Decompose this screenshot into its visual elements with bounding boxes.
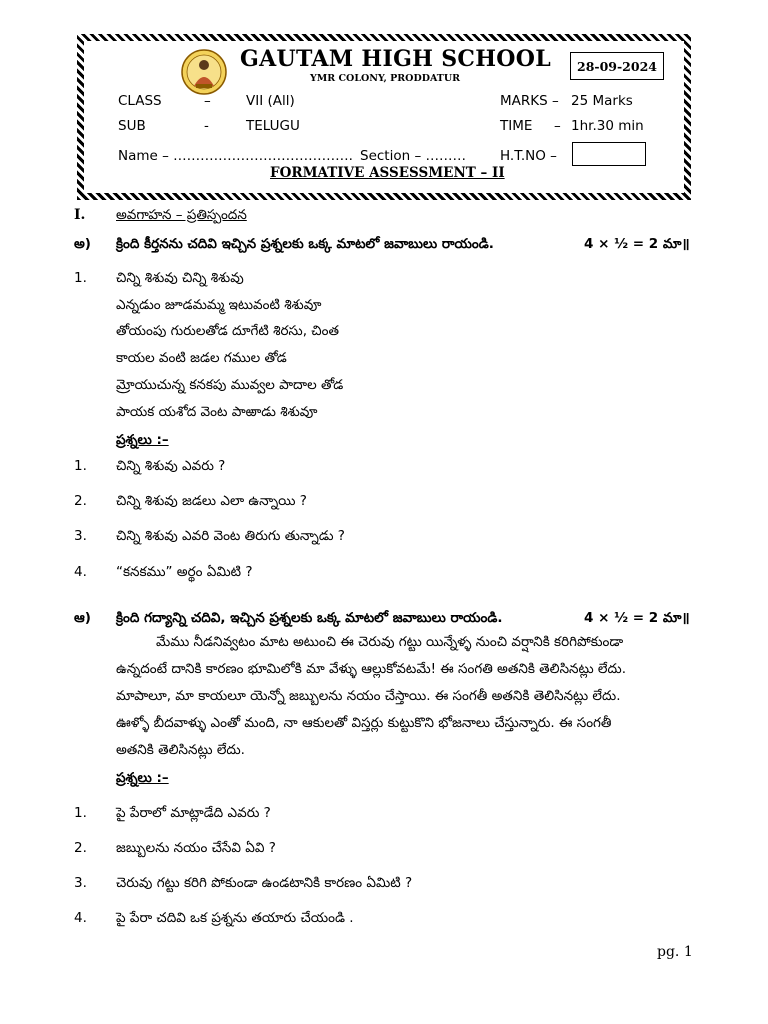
question-number: 4. [74, 564, 87, 580]
poem-line: ఎన్నడుం జూడమమ్మ ఇటువంటి శిశువూ [116, 297, 322, 313]
class-value: VII (All) [246, 93, 295, 109]
paragraph-line: మాపాలూ, మా కాయలూ యెన్నో జబ్బులను నయం చేస్తాయి. ఈ సంగతీ అతనికి తెలిసినట్లు లేదు. [116, 688, 621, 704]
paragraph-line: ఊళ్ళో బీదవాళ్ళు ఎంతో మంది, నా ఆకులతో విస్తర్లు కుట్టుకొని భోజనాలు చేస్తున్నారు. ఈ సంగతీ [116, 715, 612, 731]
class-dash: – [204, 93, 211, 109]
class-label: CLASS [118, 93, 162, 109]
part-b-instruction: క్రింది గద్యాన్ని చదివి, ఇచ్చిన ప్రశ్నలకు ఒక్క మాటలో జవాబులు రాయండి. [116, 610, 503, 626]
section-title: అవగాహన – ప్రతిస్పందన [116, 207, 247, 223]
questions-heading: ప్రశ్నలు :– [116, 432, 169, 448]
question-text: చిన్ని శిశువు జడలు ఎలా ఉన్నాయి ? [116, 493, 307, 509]
page-number: pg. 1 [657, 944, 693, 960]
section-roman: I. [74, 207, 86, 223]
paragraph-line: ఉన్నదంటే దానికి కారణం భూమిలోకి మా వేళ్ళు ఆల్లుకోవటమే! ఈ సంగతి అతనికి తెలిసినట్లు లేదు. [116, 661, 626, 677]
htno-box [572, 142, 646, 166]
question-number: 1. [74, 805, 87, 821]
question-number: 1. [74, 458, 87, 474]
assessment-title: FORMATIVE ASSESSMENT – II [270, 165, 505, 181]
question-text: పై పేరాలో మాట్లాడేది ఎవరు ? [116, 805, 271, 821]
school-emblem-icon [180, 48, 228, 96]
poem-line: పాయక యశోద వెంట పాఱాడు శిశువూ [116, 404, 318, 420]
question-text: చిన్ని శిశువు ఎవరి వెంట తిరుగు తున్నాడు ? [116, 528, 345, 544]
marks-label: MARKS [500, 93, 548, 109]
time-label: TIME [500, 118, 533, 134]
paragraph-line: మేము నీడనివ్వటం మాట అటుంచి ఈ చెరువు గట్టు యిన్నేళ్ళ నుంచి వర్షానికి కరిగిపోకుండా [156, 634, 624, 650]
question-number: 3. [74, 875, 87, 891]
part-a-instruction: క్రింది కీర్తనను చదివి ఇచ్చిన ప్రశ్నలకు ఒక్క మాటలో జవాబులు రాయండి. [116, 236, 494, 252]
part-a-letter: అ) [74, 236, 91, 252]
marks-dash: – [552, 93, 559, 109]
poem-line: కాయల వంటి జడల గముల తోడ [116, 350, 287, 366]
paragraph-line: అతనికి తెలిసినట్లు లేదు. [116, 742, 245, 758]
question-text: చెరువు గట్టు కరిగి పోకుండా ఉండటానికి కారణం ఏమిటి ? [116, 875, 413, 891]
part-b-letter: ఆ) [74, 610, 91, 626]
time-dash: – [554, 118, 561, 134]
question-number: 3. [74, 528, 87, 544]
section-field: Section – ……… [360, 148, 466, 164]
question-number: 4. [74, 910, 87, 926]
sub-value: TELUGU [246, 118, 300, 134]
poem-line: తోయంపు గురులతోడ దూగేటి శిరసు, చింత [116, 323, 339, 339]
question-text: పై పేరా చదివి ఒక ప్రశ్నను తయారు చేయండి . [116, 910, 354, 926]
sub-dash: - [204, 118, 209, 134]
part-a-marks: 4 × ½ = 2 మా॥ [584, 236, 690, 252]
question-number: 2. [74, 840, 87, 856]
school-address: YMR COLONY, PRODDATUR [310, 73, 461, 84]
poem-line: చిన్ని శిశువు చిన్ని శిశువు [116, 270, 244, 286]
poem-line: మ్రోయుచున్న కనకపు మువ్వల పాదాల తోడ [116, 377, 344, 393]
htno-label: H.T.NO – [500, 148, 557, 164]
question-number: 2. [74, 493, 87, 509]
poem-item-number: 1. [74, 270, 87, 286]
exam-date: 28-09-2024 [570, 52, 664, 80]
questions-heading: ప్రశ్నలు :– [116, 770, 169, 786]
question-text: “కనకము” అర్థం ఏమిటి ? [116, 564, 253, 580]
school-name: GAUTAM HIGH SCHOOL [240, 46, 551, 72]
name-field: Name – …………………………………. [118, 148, 353, 164]
sub-label: SUB [118, 118, 146, 134]
question-text: చిన్ని శిశువు ఎవరు ? [116, 458, 226, 474]
time-value: 1hr.30 min [571, 118, 644, 134]
question-text: జబ్బులను నయం చేసేవి ఏవి ? [116, 840, 276, 856]
marks-value: 25 Marks [571, 93, 633, 109]
part-b-marks: 4 × ½ = 2 మా॥ [584, 610, 690, 626]
